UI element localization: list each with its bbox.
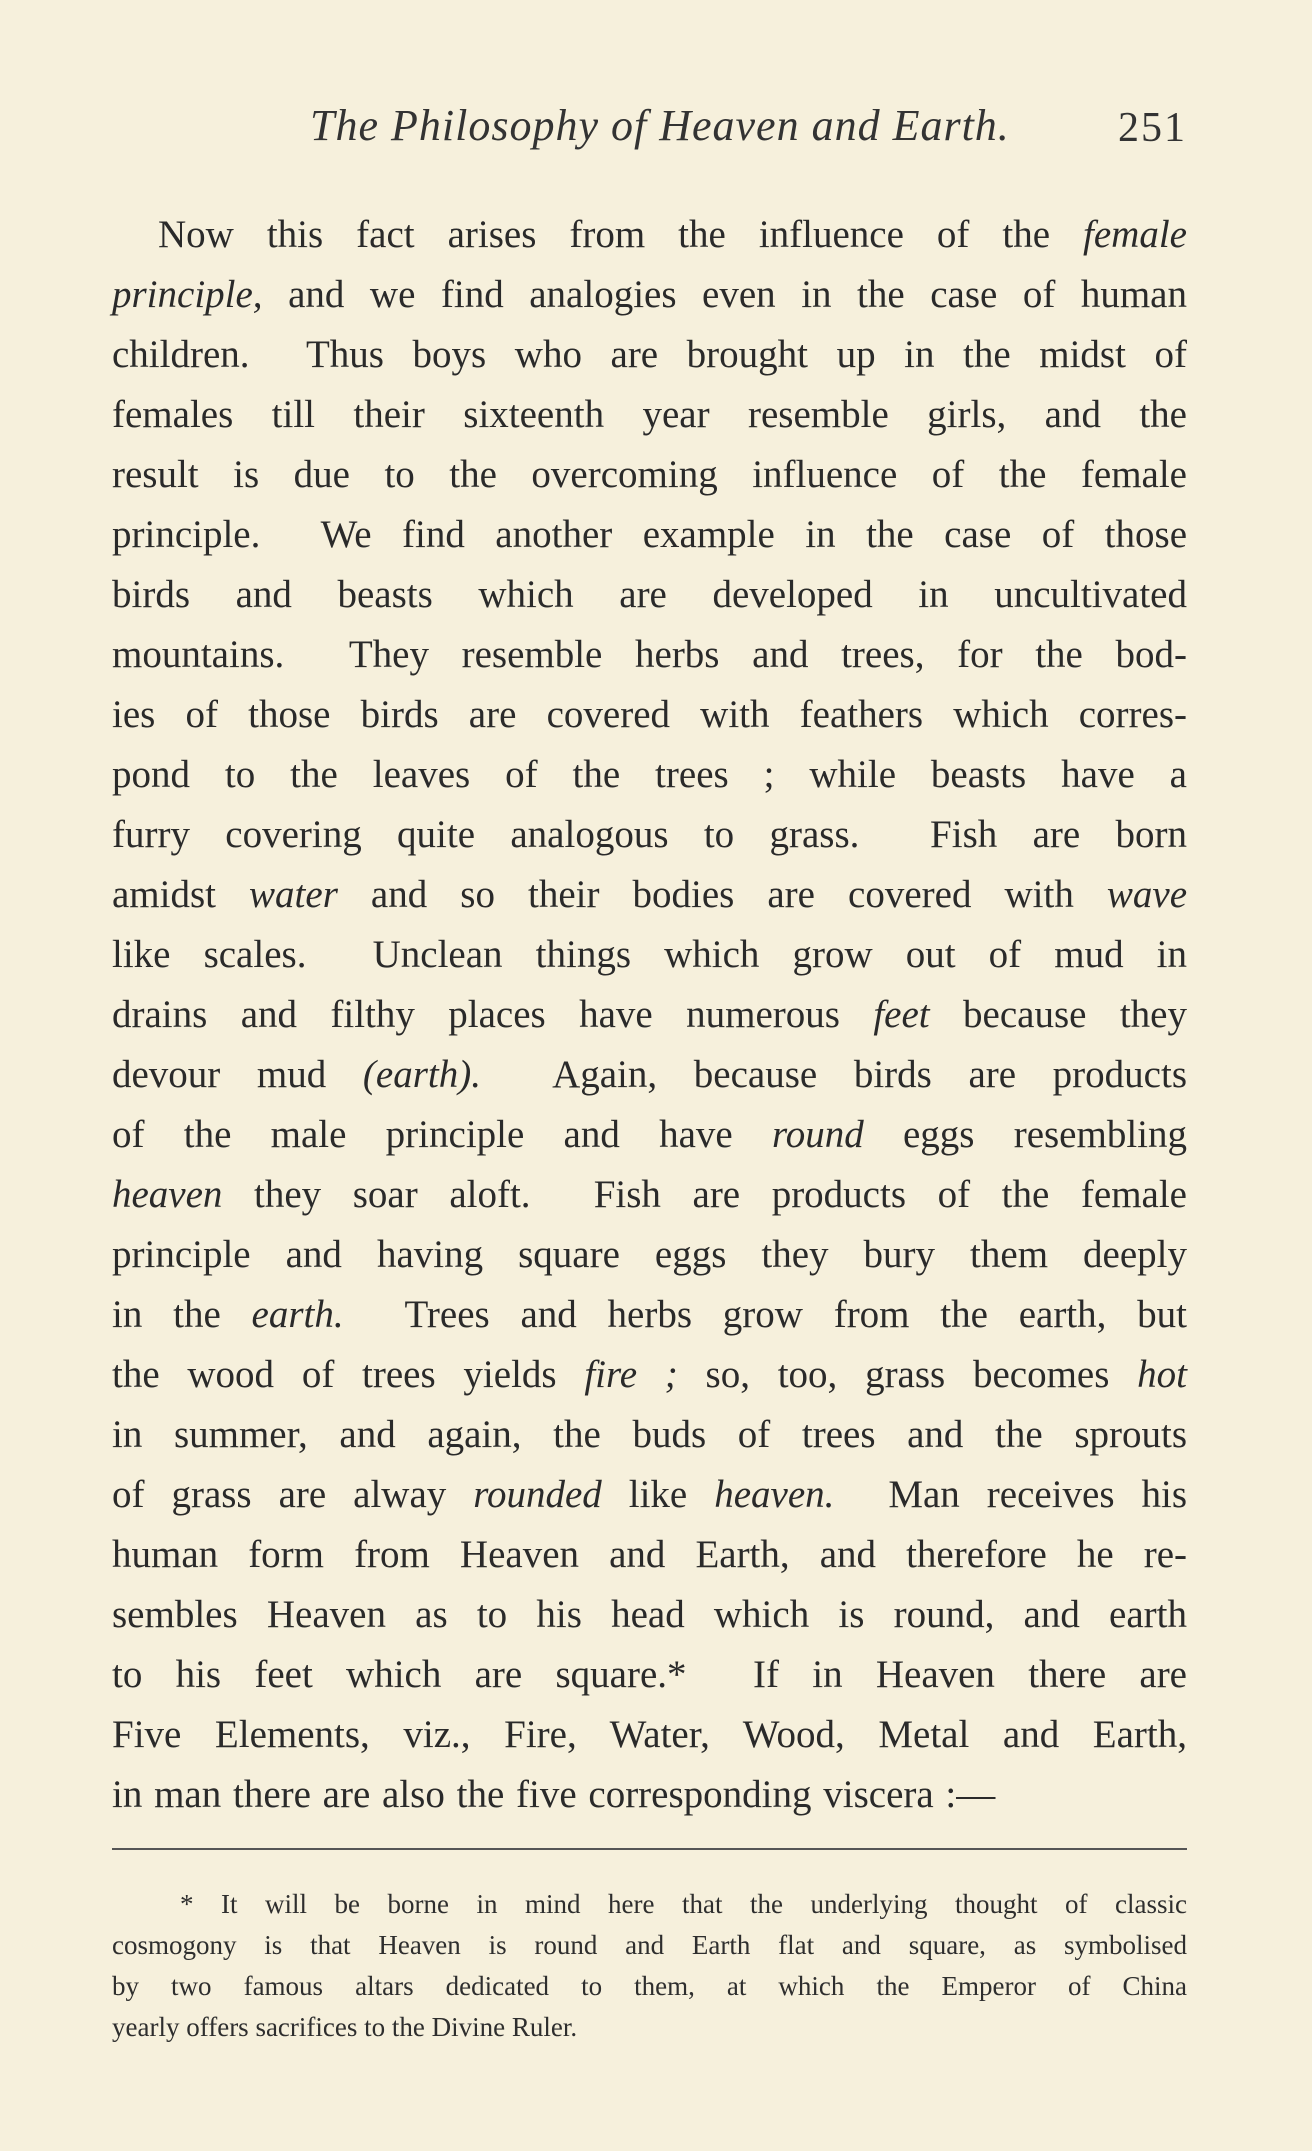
- text-line: [112, 445, 1187, 505]
- text-segment: result is due to the overcoming influence of the female: [112, 453, 1187, 496]
- italic-text: heaven: [112, 1173, 223, 1216]
- footnote: [112, 1884, 1187, 2048]
- italic-text: heaven.: [714, 1473, 835, 1516]
- text-line: [112, 1705, 1187, 1765]
- italic-text: wave: [1106, 873, 1188, 916]
- text-line: [112, 745, 1187, 805]
- text-segment: amidst: [112, 873, 250, 916]
- text-segment: like: [601, 1473, 715, 1516]
- text-line: [112, 685, 1187, 745]
- text-line: [112, 1765, 1187, 1825]
- text-segment: ies of those birds are covered with feathers which corres-: [112, 693, 1187, 736]
- text-line: [112, 1585, 1187, 1645]
- text-segment: Again, because birds are products: [480, 1053, 1187, 1096]
- footnote-line: cosmogony is that Heaven is round and Earth flat and square, as symbolised: [112, 1930, 1187, 1960]
- text-segment: mountains. They resemble herbs and trees, for the bod-: [112, 633, 1187, 676]
- text-line: [112, 205, 1187, 265]
- text-segment: of the male principle and have: [112, 1113, 772, 1156]
- text-segment: in the: [112, 1293, 252, 1336]
- text-segment: to his feet which are square.* If in Heaven there are: [112, 1653, 1187, 1696]
- text-segment: the wood of trees yields: [112, 1353, 585, 1396]
- text-line: [112, 265, 1187, 325]
- text-line: [112, 1045, 1187, 1105]
- text-segment: of grass are alway: [112, 1473, 474, 1516]
- text-segment: females till their sixteenth year resemble girls, and the: [112, 393, 1187, 436]
- text-line: [112, 1225, 1187, 1285]
- text-line: [112, 1345, 1187, 1405]
- text-segment: Man receives his: [834, 1473, 1187, 1516]
- italic-text: female: [1083, 213, 1187, 256]
- text-segment: they soar aloft. Fish are products of the female: [222, 1173, 1187, 1216]
- italic-text: fire ;: [584, 1353, 678, 1396]
- italic-text: principle,: [112, 273, 263, 316]
- text-line: [112, 385, 1187, 445]
- text-segment: Now this fact arises from the influence of the: [158, 213, 1084, 256]
- text-line: [112, 565, 1187, 625]
- running-title: The Philosophy of Heaven and Earth.: [310, 101, 1010, 150]
- text-segment: human form from Heaven and Earth, and therefore he re-: [112, 1533, 1187, 1576]
- italic-text: round: [771, 1113, 864, 1156]
- footnote-rule: [112, 1848, 1187, 1850]
- text-line: [112, 1465, 1187, 1525]
- footnote-line: * It will be borne in mind here that the underlying thought of classic: [180, 1889, 1187, 1919]
- text-line: [112, 1405, 1187, 1465]
- text-segment: in man there are also the five corresponding viscera :—: [112, 1773, 996, 1816]
- footnote-line: yearly offers sacrifices to the Divine Ruler.: [112, 2012, 578, 2042]
- text-line: [112, 1525, 1187, 1585]
- text-segment: furry covering quite analogous to grass. Fish are born: [112, 813, 1187, 856]
- text-segment: Five Elements, viz., Fire, Water, Wood, Metal and Earth,: [112, 1713, 1187, 1756]
- text-segment: drains and filthy places have numerous: [112, 993, 874, 1036]
- text-segment: and so their bodies are covered with: [337, 873, 1107, 916]
- text-line: [112, 985, 1187, 1045]
- text-line: [112, 1105, 1187, 1165]
- italic-text: water: [249, 873, 338, 916]
- italic-text: feet: [873, 993, 930, 1036]
- text-line: [112, 865, 1187, 925]
- page-number: 251: [1118, 105, 1187, 151]
- italic-text: earth.: [251, 1293, 344, 1336]
- text-segment: Trees and herbs grow from the earth, but: [343, 1293, 1188, 1336]
- text-segment: principle. We find another example in the case of those: [112, 513, 1187, 556]
- text-line: [112, 325, 1187, 385]
- text-segment: principle and having square eggs they bury them deeply: [112, 1233, 1187, 1276]
- text-line: [112, 1645, 1187, 1705]
- text-segment: so, too, grass becomes: [677, 1353, 1138, 1396]
- text-segment: and we find analogies even in the case of human: [262, 273, 1187, 316]
- italic-text: (earth).: [362, 1053, 481, 1096]
- text-segment: children. Thus boys who are brought up in the midst of: [112, 333, 1187, 376]
- text-segment: birds and beasts which are developed in uncultivated: [112, 573, 1187, 616]
- text-segment: sembles Heaven as to his head which is round, and earth: [112, 1593, 1187, 1636]
- text-line: [112, 805, 1187, 865]
- footnote-line: by two famous altars dedicated to them, at which the Emperor of China: [112, 1971, 1187, 2001]
- text-line: [112, 505, 1187, 565]
- text-segment: in summer, and again, the buds of trees and the sprouts: [112, 1413, 1187, 1456]
- page-header: [112, 100, 1187, 160]
- text-segment: devour mud: [112, 1053, 363, 1096]
- text-line: [112, 1165, 1187, 1225]
- text-segment: like scales. Unclean things which grow out of mud in: [112, 933, 1187, 976]
- body-text: [112, 205, 1187, 1825]
- italic-text: hot: [1137, 1353, 1188, 1396]
- text-segment: eggs resembling: [863, 1113, 1188, 1156]
- text-line: [112, 1285, 1187, 1345]
- text-segment: because they: [929, 993, 1187, 1036]
- italic-text: rounded: [473, 1473, 602, 1516]
- text-segment: pond to the leaves of the trees ; while beasts have a: [112, 753, 1187, 796]
- text-line: [112, 925, 1187, 985]
- text-line: [112, 625, 1187, 685]
